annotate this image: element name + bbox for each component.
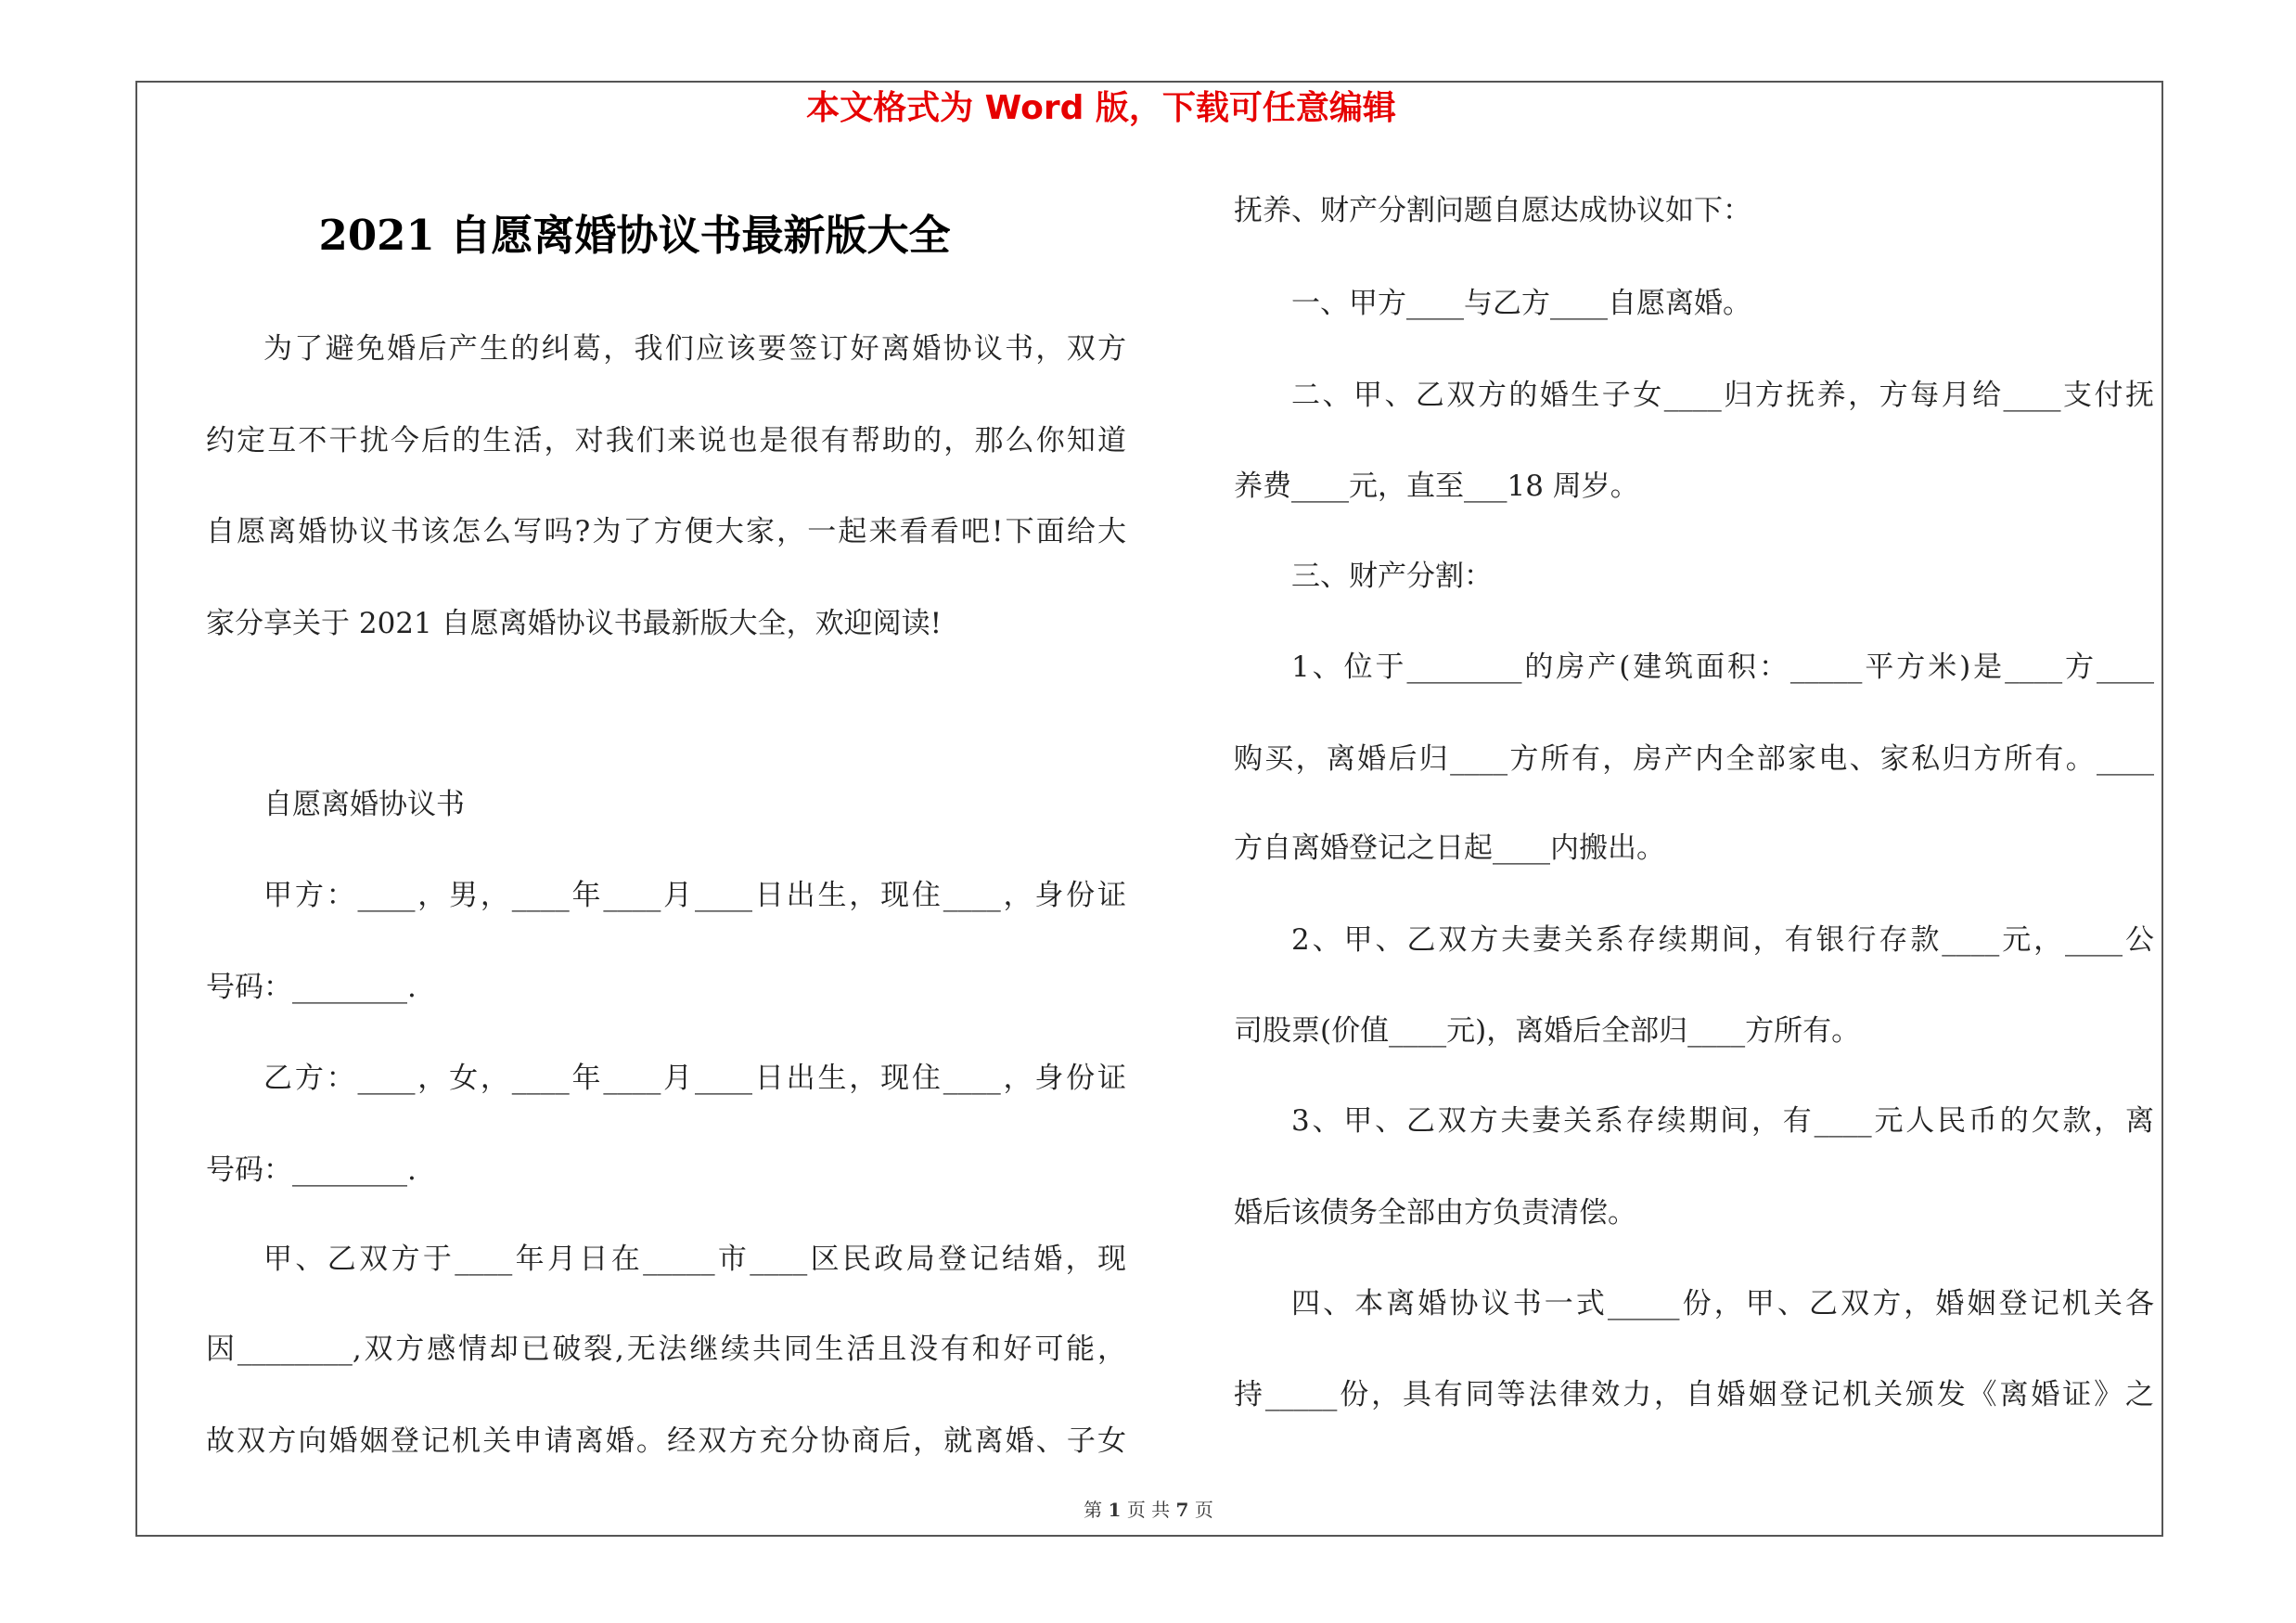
clause-1-line: 一、甲方____与乙方____自愿离婚。 [1291, 287, 1751, 320]
intro-paragraph-line: 家分享关于 2021 自愿离婚协议书最新版大全，欢迎阅读! [206, 607, 943, 640]
clause-4-line: 持_____份，具有同等法律效力，自婚姻登记机关颁发《离婚证》之 [1234, 1378, 2154, 1411]
property-item-2-line: 2、甲、乙双方夫妻关系存续期间，有银行存款____元，____公 [1291, 923, 2154, 957]
page-label-mid: 页 共 [1126, 1499, 1171, 1521]
intro-paragraph-line: 约定互不干扰今后的生活，对我们来说也是很有帮助的，那么你知道 [206, 424, 1126, 457]
current-page-number: 1 [1108, 1499, 1122, 1521]
format-notice: 本文格式为 Word 版，下载可任意编辑 [806, 89, 1396, 127]
intro-paragraph-line: 自愿离婚协议书该怎么写吗?为了方便大家，一起来看看吧!下面给大 [206, 515, 1126, 548]
clause-2-line: 养费____元，直至___18 周岁。 [1234, 470, 1639, 503]
property-item-1-line: 1、位于________的房产(建筑面积：_____平方米)是____方____ [1291, 650, 2154, 684]
party-b-id-line: 号码：________. [206, 1153, 417, 1187]
page-label-prefix: 第 [1084, 1499, 1103, 1521]
party-a-id-line: 号码：________. [206, 971, 417, 1004]
property-item-2-line: 司股票(价值____元)，离婚后全部归____方所有。 [1234, 1014, 1861, 1048]
property-item-3-line: 3、甲、乙双方夫妻关系存续期间，有____元人民币的欠款，离 [1291, 1104, 2154, 1138]
intro-paragraph-line: 为了避免婚后产生的纠葛，我们应该要签订好离婚协议书，双方 [263, 332, 1126, 366]
page-number-footer [963, 1496, 1334, 1524]
total-pages-number: 7 [1175, 1499, 1189, 1521]
party-a-line: 甲方：____，男，____年____月____日出生，现住____，身份证 [263, 879, 1126, 912]
marriage-paragraph-line: 抚养、财产分割问题自愿达成协议如下： [1234, 194, 1751, 227]
property-item-1-line: 购买，离婚后归____方所有，房产内全部家电、家私归方所有。____ [1234, 742, 2154, 776]
marriage-paragraph-line: 因________,双方感情却已破裂,无法继续共同生活且没有和好可能， [206, 1333, 1126, 1366]
property-item-1-line: 方自离婚登记之日起____内搬出。 [1234, 831, 1665, 865]
party-b-line: 乙方：____，女，____年____月____日出生，现住____，身份证 [263, 1062, 1126, 1095]
clause-3-heading: 三、财产分割： [1291, 560, 1493, 593]
marriage-paragraph-line: 故双方向婚姻登记机关申请离婚。经双方充分协商后，就离婚、子女 [206, 1424, 1126, 1458]
agreement-heading: 自愿离婚协议书 [263, 788, 465, 821]
page-label-suffix: 页 [1194, 1499, 1213, 1521]
document-title: 2021 自愿离婚协议书最新版大全 [318, 211, 951, 260]
clause-2-line: 二、甲、乙双方的婚生子女____归方抚养，方每月给____支付抚 [1291, 379, 2154, 412]
marriage-paragraph-line: 甲、乙双方于____年月日在_____市____区民政局登记结婚，现 [263, 1243, 1126, 1276]
clause-4-line: 四、本离婚协议书一式_____份，甲、乙双方，婚姻登记机关各 [1291, 1287, 2154, 1320]
property-item-3-line: 婚后该债务全部由方负责清偿。 [1234, 1196, 1636, 1230]
